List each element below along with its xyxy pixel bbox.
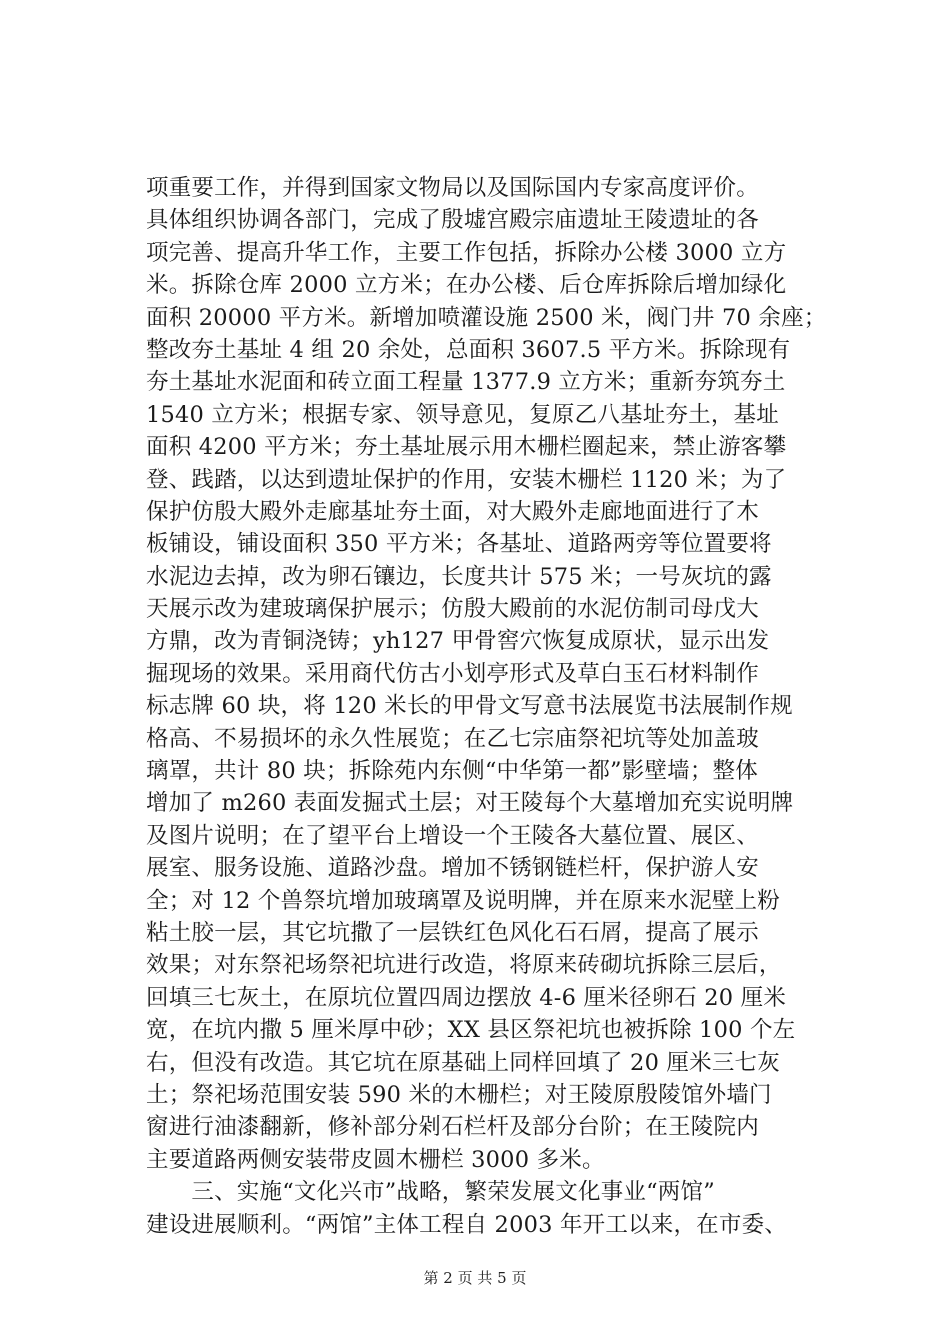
text-line: 项完善、提高升华工作，主要工作包括，拆除办公楼 3000 立方 [146,239,787,266]
text-line: 右，但没有改造。其它坑在原基础上同样回填了 20 厘米三七灰 [146,1049,780,1076]
text-line: 效果；对东祭祀场祭祀坑进行改造，将原来砖砌坑拆除三层后， [146,952,782,979]
text-line: 全；对 12 个兽祭坑增加玻璃罩及说明牌，并在原来水泥壁上粉 [146,887,780,914]
text-line: 夯土基址水泥面和砖立面工程量 1377.9 立方米；重新夯筑夯土 [146,369,786,396]
text-line: 水泥边去掉，改为卵石镶边，长度共计 575 米；一号灰坑的露 [146,563,772,590]
text-line: 回填三七灰土，在原坑位置四周边摆放 4-6 厘米径卵石 20 厘米 [146,984,787,1011]
text-line: 主要道路两侧安装带皮圆木栅栏 3000 多米。 [146,1146,605,1173]
text-line: 米。拆除仓库 2000 立方米；在办公楼、后仓库拆除后增加绿化 [146,272,787,299]
text-line: 增加了 m260 表面发掘式土层；对王陵每个大墓增加充实说明牌 [146,790,794,817]
text-line: 项重要工作，并得到国家文物局以及国际国内专家高度评价。 [146,175,759,201]
text-line: 具体组织协调各部门，完成了殷墟宫殿宗庙遗址王陵遗址的各 [146,207,759,234]
text-line: 窗进行油漆翻新，修补部分剁石栏杆及部分台阶；在王陵院内 [146,1114,759,1141]
text-line: 标志牌 60 块，将 120 米长的甲骨文写意书法展览书法展制作规 [146,693,793,720]
text-line: 天展示改为建玻璃保护展示；仿殷大殿前的水泥仿制司母戊大 [146,596,759,623]
text-line: 板铺设，铺设面积 350 平方米；各基址、道路两旁等位置要将 [146,531,772,558]
text-line: 1540 立方米；根据专家、领导意见，复原乙八基址夯土，基址 [146,401,779,428]
body-text [146,172,846,1241]
text-line: 方鼎，改为青铜浇铸；yh127 甲骨窖穴恢复成原状，显示出发 [146,628,770,655]
text-line: 格高、不易损坏的永久性展览；在乙七宗庙祭祀坑等处加盖玻 [146,725,759,752]
text-line: 宽，在坑内撒 5 厘米厚中砂；XX 县区祭祀坑也被拆除 100 个左 [146,1017,796,1044]
text-line: 掘现场的效果。采用商代仿古小划亭形式及草白玉石材料制作 [146,660,759,687]
text-line: 及图片说明；在了望平台上增设一个王陵各大墓位置、展区、 [146,822,759,849]
text-line: 展室、服务设施、道路沙盘。增加不锈钢链栏杆，保护游人安 [146,855,759,882]
text-line: 面积 20000 平方米。新增加喷灌设施 2500 米，阀门井 70 余座； [146,304,827,331]
text-line: 璃罩，共计 80 块；拆除苑内东侧“中华第一都”影壁墙；整体 [146,758,758,785]
page-number-footer: 第 2 页 共 5 页 [423,1269,527,1287]
text-line: 粘土胶一层，其它坑撒了一层铁红色风化石石屑，提高了展示 [146,919,759,946]
text-line: 保护仿殷大殿外走廊基址夯土面，对大殿外走廊地面进行了木 [146,498,759,525]
text-line: 土；祭祀场范围安装 590 米的木栅栏；对王陵原殷陵馆外墙门 [146,1081,772,1108]
text-line: 登、践踏，以达到遗址保护的作用，安装木栅栏 1120 米；为了 [146,466,787,493]
text-line: 三、实施“文化兴市”战略，繁荣发展文化事业“两馆” [146,1179,715,1206]
text-line: 整改夯土基址 4 组 20 余处，总面积 3607.5 平方米。拆除现有 [146,336,791,363]
text-line: 面积 4200 平方米；夯土基址展示用木栅栏圈起来，禁止游客攀 [146,434,787,461]
text-line: 建设进展顺利。“两馆”主体工程自 2003 年开工以来，在市委、 [146,1211,787,1238]
